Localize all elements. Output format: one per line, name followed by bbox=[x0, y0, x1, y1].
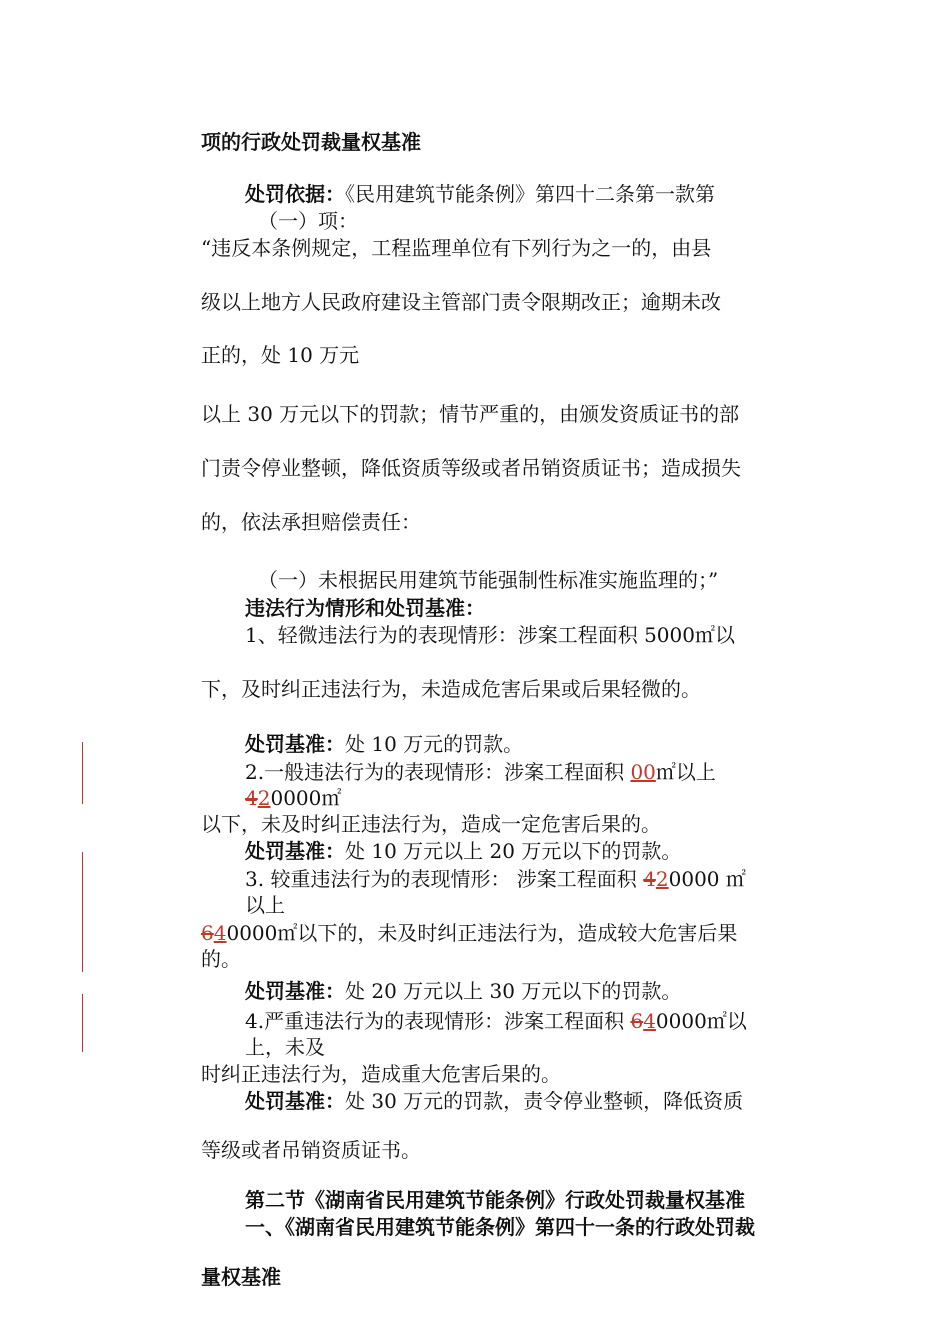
text-run: 0000㎡以下的，未及时纠正违法行为，造成较大危害后果 bbox=[226, 921, 738, 945]
quote-line-1: “违反本条例规定，工程监理单位有下列行为之一的，由县 bbox=[201, 236, 712, 260]
general-line-3: 以下，未及时纠正违法行为，造成一定危害后果的。 bbox=[201, 812, 661, 836]
revision-bar bbox=[82, 994, 83, 1052]
quote-item-1: （一）未根据民用建筑节能强制性标准实施监理的；” bbox=[258, 568, 719, 592]
quote-line-6: 的，依法承担赔偿责任： bbox=[201, 510, 421, 534]
basis-label: 处罚基准： bbox=[245, 839, 345, 863]
basis-label: 处罚基准： bbox=[245, 979, 345, 1003]
text-run: 4.严重违法行为的表现情形：涉案工程面积 bbox=[245, 1009, 631, 1033]
severe-line-2: 上，未及 bbox=[245, 1035, 325, 1059]
inserted-text: 2 bbox=[655, 867, 669, 891]
section2-title: 第二节《湖南省民用建筑节能条例》行政处罚裁量权基准 bbox=[245, 1188, 745, 1212]
general-basis bbox=[245, 838, 681, 864]
inserted-text: 00 bbox=[630, 760, 656, 784]
deleted-text: 6 bbox=[201, 921, 214, 945]
serious-line-4: 的。 bbox=[201, 947, 241, 971]
serious-line-3 bbox=[201, 920, 737, 946]
minor-basis bbox=[245, 731, 523, 757]
severe-basis bbox=[245, 1088, 743, 1114]
section-title: 违法行为情形和处罚基准： bbox=[245, 596, 485, 620]
minor-line-2: 下，及时纠正违法行为，未造成危害后果或后果轻微的。 bbox=[201, 677, 701, 701]
text-run: 0000㎡以 bbox=[655, 1009, 747, 1033]
severe-line-3: 时纠正违法行为，造成重大危害后果的。 bbox=[201, 1062, 561, 1086]
basis-label: 处罚基准： bbox=[245, 732, 345, 756]
serious-line-2: 以上 bbox=[245, 893, 285, 917]
minor-line-1: 1、轻微违法行为的表现情形：涉案工程面积 5000㎡以 bbox=[245, 623, 735, 647]
serious-basis bbox=[245, 978, 681, 1004]
section2-subtitle: 一、《湖南省民用建筑节能条例》第四十一条的行政处罚裁 bbox=[245, 1215, 755, 1239]
serious-line-1 bbox=[245, 866, 746, 892]
quote-line-3: 正的，处 10 万元 bbox=[201, 343, 360, 367]
basis-text: 处 30 万元的罚款，责令停业整顿，降低资质 bbox=[345, 1089, 744, 1113]
basis-line bbox=[245, 181, 715, 207]
heading-continuation: 项的行政处罚裁量权基准 bbox=[201, 130, 421, 154]
basis-label: 处罚依据： bbox=[245, 182, 345, 206]
revision-bar bbox=[82, 742, 83, 804]
deleted-text: 4 bbox=[643, 867, 656, 891]
text-run: 0000 ㎡ bbox=[668, 867, 746, 891]
basis-text: 处 20 万元以上 30 万元以下的罚款。 bbox=[345, 979, 682, 1003]
quote-line-5: 门责令停业整顿，降低资质等级或者吊销资质证书；造成损失 bbox=[201, 456, 741, 480]
deleted-text: 4 bbox=[245, 786, 258, 810]
revision-bar bbox=[82, 852, 83, 972]
text-run: 3. 较重违法行为的表现情形： 涉案工程面积 bbox=[245, 867, 644, 891]
inserted-text: 2 bbox=[257, 786, 271, 810]
basis-text: 处 10 万元的罚款。 bbox=[345, 732, 524, 756]
quote-line-2: 级以上地方人民政府建设主管部门责令限期改正；逾期未改 bbox=[201, 290, 721, 314]
basis-text: 《民用建筑节能条例》第四十二条第一款第 bbox=[345, 182, 715, 206]
deleted-text: 6 bbox=[630, 1009, 644, 1033]
basis-label: 处罚基准： bbox=[245, 1089, 345, 1113]
inserted-text: 4 bbox=[643, 1009, 656, 1033]
general-line-1 bbox=[245, 759, 716, 785]
text-run: ㎡以上 bbox=[655, 760, 716, 784]
severe-line-1 bbox=[245, 1008, 747, 1034]
inserted-text: 4 bbox=[213, 921, 227, 945]
text-run: 2.一般违法行为的表现情形：涉案工程面积 bbox=[245, 760, 631, 784]
text-run: 0000㎡ bbox=[270, 786, 342, 810]
general-line-2 bbox=[245, 785, 341, 811]
basis-continuation: （一）项： bbox=[258, 209, 358, 233]
section2-subtitle-continuation: 量权基准 bbox=[201, 1265, 281, 1289]
severe-basis-continuation: 等级或者吊销资质证书。 bbox=[201, 1138, 421, 1162]
quote-line-4: 以上 30 万元以下的罚款；情节严重的，由颁发资质证书的部 bbox=[201, 402, 740, 426]
basis-text: 处 10 万元以上 20 万元以下的罚款。 bbox=[345, 839, 682, 863]
